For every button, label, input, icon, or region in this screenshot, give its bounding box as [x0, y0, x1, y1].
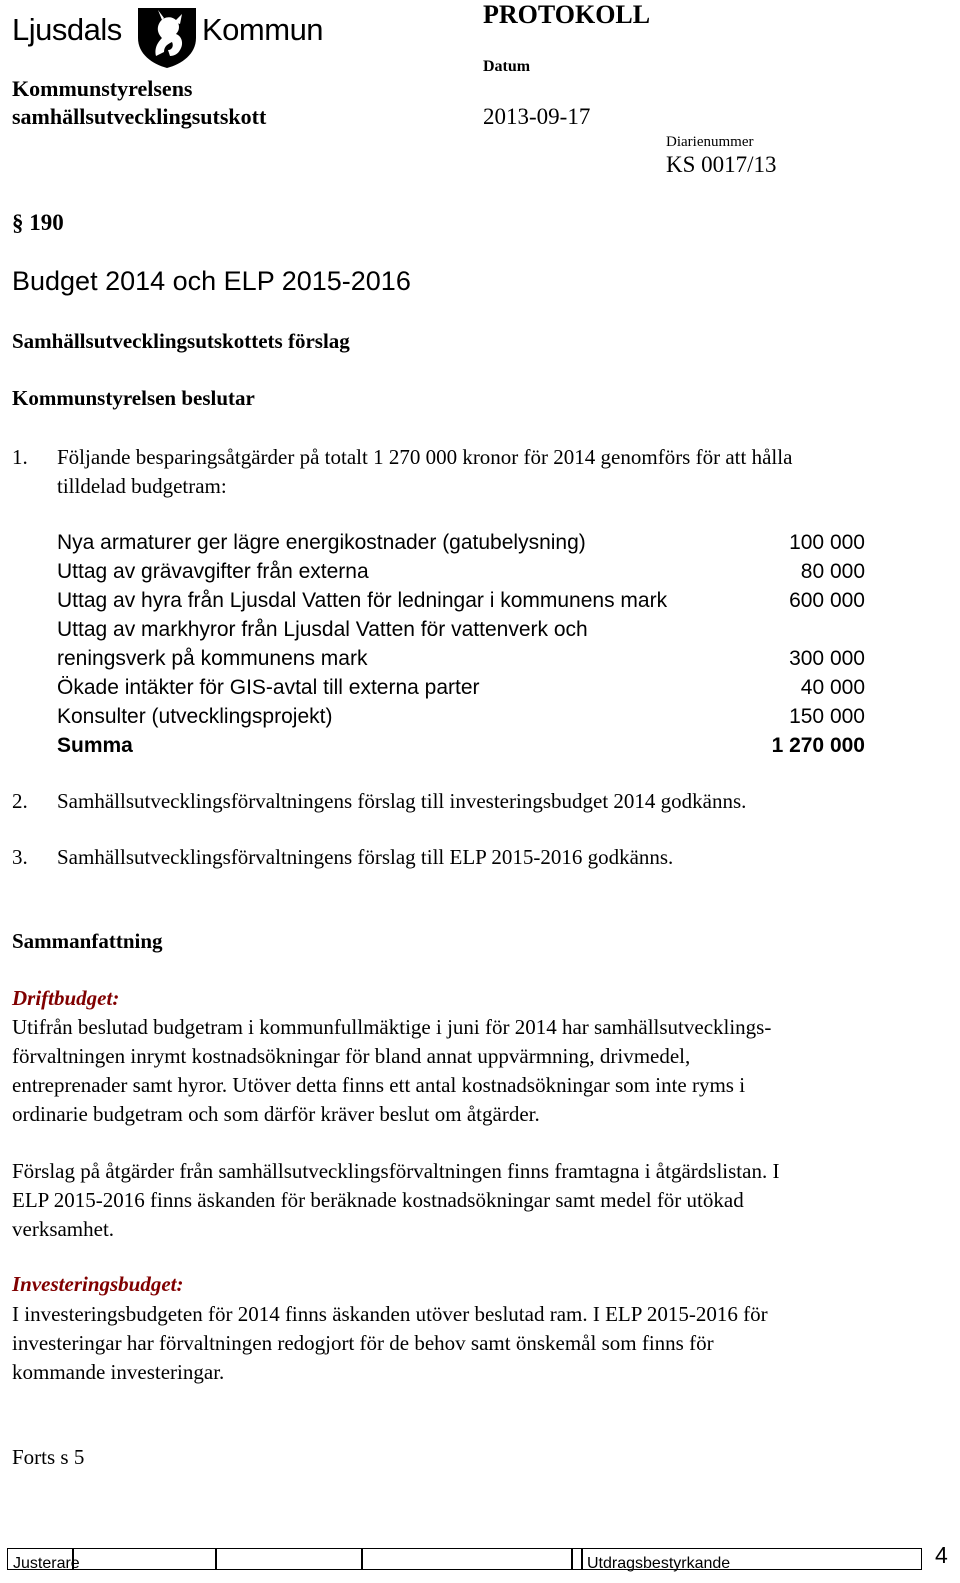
savings-label: Uttag av markhyror från Ljusdal Vatten för vattenverk och — [57, 618, 588, 641]
invest-line: kommande investeringar. — [12, 1360, 225, 1384]
item-1-number: 1. — [12, 445, 28, 469]
utdrag-cell — [582, 1548, 922, 1570]
justerare-label: Justerare — [13, 1555, 80, 1572]
item-3-text: Samhällsutvecklingsförvaltningens förslag till ELP 2015-2016 godkänns. — [57, 845, 674, 869]
savings-label: Ökade intäkter för GIS-avtal till externa parter — [57, 676, 480, 699]
justerare-cell — [7, 1548, 80, 1572]
drift2-line: ELP 2015-2016 finns äskanden för beräknade kostnadsökningar samt medel för utökad — [12, 1188, 744, 1212]
savings-label: Uttag av grävavgifter från externa — [57, 560, 369, 583]
decision-heading: Kommunstyrelsen beslutar — [12, 386, 255, 410]
savings-value: 150 000 — [789, 705, 865, 728]
sum-value: 1 270 000 — [771, 734, 865, 757]
savings-value: 600 000 — [789, 589, 865, 612]
item-1-text-line-2: tilldelad budgetram: — [57, 474, 227, 498]
drift-heading: Driftbudget: — [12, 986, 120, 1010]
item-2-number: 2. — [12, 789, 28, 813]
paragraph-number: § 190 — [12, 210, 64, 235]
signature-cell — [572, 1548, 582, 1570]
date-value: 2013-09-17 — [483, 104, 591, 129]
sum-label: Summa — [57, 734, 133, 757]
drift-line: Utifrån beslutad budgetram i kommunfullmäktige i juni för 2014 har samhällsutvecklings- — [12, 1015, 772, 1039]
logo-text-right: Kommun — [202, 12, 324, 47]
item-3-number: 3. — [12, 845, 28, 869]
savings-label: Uttag av hyra från Ljusdal Vatten för ledningar i kommunens mark — [57, 589, 668, 612]
invest-line: investeringar har förvaltningen redogjort för de behov samt önskemål som finns för — [12, 1331, 714, 1355]
invest-paragraph — [12, 1300, 768, 1387]
summary-heading: Sammanfattning — [12, 929, 163, 953]
continued-note: Forts s 5 — [12, 1445, 85, 1469]
savings-label: Konsulter (utvecklingsprojekt) — [57, 705, 333, 728]
signature-cell — [362, 1548, 572, 1570]
drift-line: entreprenader samt hyror. Utöver detta finns ett antal kostnadsökningar som inte ryms i — [12, 1073, 746, 1097]
lion-shield-icon — [134, 4, 200, 70]
org-line-1: Kommunstyrelsens — [12, 76, 193, 101]
invest-line: I investeringsbudgeten för 2014 finns äskanden utöver beslutad ram. I ELP 2015-2016 för — [12, 1302, 768, 1326]
municipality-logo — [12, 2, 342, 72]
savings-value: 40 000 — [800, 676, 865, 699]
proposal-heading: Samhällsutvecklingsutskottets förslag — [12, 329, 350, 353]
invest-heading: Investeringsbudget: — [12, 1272, 184, 1296]
savings-label: reningsverk på kommunens mark — [57, 647, 368, 670]
diary-label: Diarienummer — [666, 134, 754, 150]
drift-line: ordinarie budgetram och som därför kräver beslut om åtgärder. — [12, 1102, 540, 1126]
item-2-text: Samhällsutvecklingsförvaltningens förslag till investeringsbudget 2014 godkänns. — [57, 789, 747, 813]
savings-value: 80 000 — [800, 560, 865, 583]
drift-line: förvaltningen inrymt kostnadsökningar för bland annat uppvärmning, drivmedel, — [12, 1044, 691, 1068]
drift-paragraph-2 — [12, 1157, 779, 1244]
footer-signature-row — [7, 1542, 955, 1572]
diary-value: KS 0017/13 — [666, 152, 777, 177]
savings-value: 100 000 — [789, 531, 865, 554]
savings-value: 300 000 — [789, 647, 865, 670]
signature-cell — [216, 1548, 362, 1570]
logo-text-left: Ljusdals — [12, 12, 122, 47]
section-title: Budget 2014 och ELP 2015-2016 — [12, 266, 411, 296]
item-1-text-line-1: Följande besparingsåtgärder på totalt 1 270 000 kronor för 2014 genomförs för att hålla — [57, 445, 793, 469]
date-label: Datum — [483, 58, 531, 75]
drift2-line: verksamhet. — [12, 1217, 115, 1241]
savings-label: Nya armaturer ger lägre energikostnader (gatubelysning) — [57, 531, 586, 554]
drift2-line: Förslag på åtgärder från samhällsutvecklingsförvaltningen finns framtagna i åtgärdslistan. I — [12, 1159, 780, 1183]
drift-paragraph — [12, 1013, 771, 1129]
utdrag-label: Utdragsbestyrkande — [587, 1555, 731, 1572]
signature-cell — [73, 1548, 216, 1570]
page-number: 4 — [935, 1542, 948, 1568]
org-line-2: samhällsutvecklingsutskott — [12, 104, 267, 129]
document-type: PROTOKOLL — [483, 0, 651, 29]
